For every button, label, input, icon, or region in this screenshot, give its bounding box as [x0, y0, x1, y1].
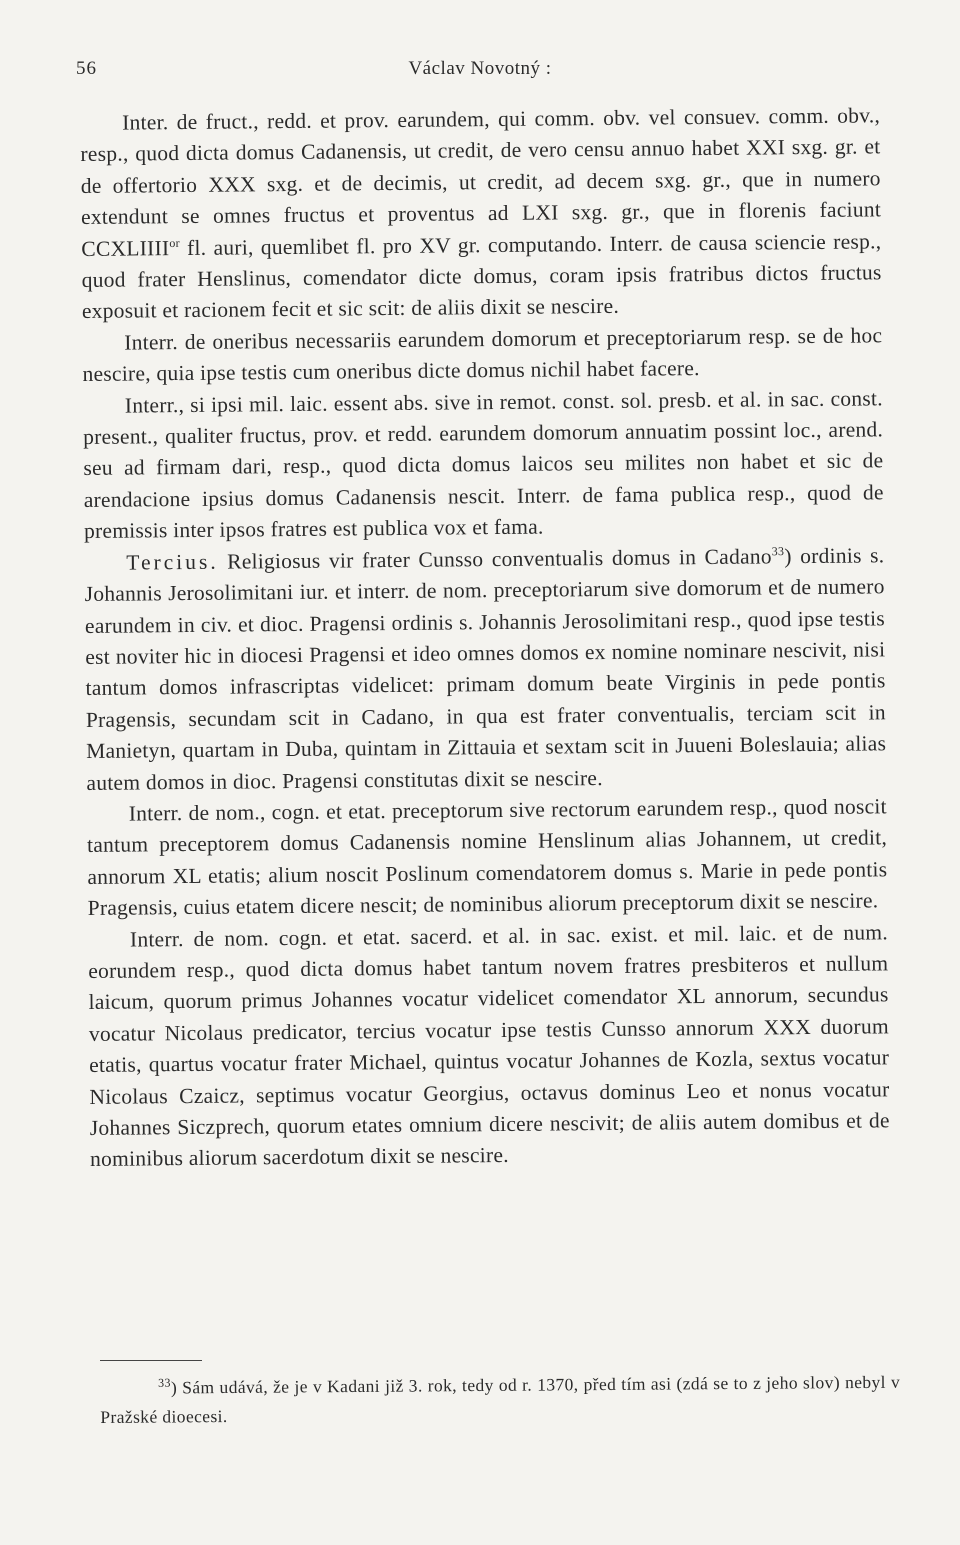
page-number: 56: [76, 58, 97, 79]
superscript: or: [169, 235, 180, 250]
paragraph-text: Religiosus vir frater Cunsso conventualis domus in Cadano: [218, 544, 772, 574]
paragraph-text: Interr. de nom. cogn. et etat. sacerd. et al. in sac. exist. et mil. laic. et de num. eorundem resp., quod dicta domus habet tantum novem fratres presbiteros et nullum laicum, quorum primus Johannes vocatur videlicet comendator XL annorum, secundus vocatur Nicolaus predicator, tercius vocatur ipse testis Cunsso annorum XXX duorum etatis, quartus vocatur frater Michael, quintus vocatur Johannes de Kozla, sextus vocatur Nicolaus Czaicz, septimus vocatur Georgius, octavus dominus Leo et nonus vocatur Johannes Siczprech, quorum etates omnium dicere nescivit; de aliis autem domibus et de nominibus aliorum sacerdotum dixit se nescire.: [88, 919, 890, 1172]
paragraph-text: Interr. de oneribus necessariis earundem domorum et preceptoriarum resp. se de hoc nescire, quia ipse testis cum oneribus dicte domus nichil habet facere.: [82, 323, 883, 387]
paragraph-fructus: [80, 100, 882, 328]
section-heading: Tercius.: [126, 549, 219, 575]
footnote-reference: 33: [771, 543, 785, 558]
paragraph-tercius: [84, 540, 886, 799]
paragraph-text-continued: fl. auri, quemlibet fl. pro XV gr. computando. Interr. de causa sciencie resp., quod frater Henslinus, comendator dicte domus, coram ipsis fratribus dictos fructus exposuit et racionem fecit et sic scit: de aliis dixit se nescire.: [81, 228, 882, 324]
paragraph-text: Interr., si ipsi mil. laic. essent abs. sive in remot. const. sol. presb. et al. in sac. const. present., qualiter fructus, prov. et redd. earundem domorum annuatim possint loc., arend. seu ad firmam dari, resp., quod dicta domus laicos seu milites non habet et sic de arendacione ipsius domus Cadanensis nescit. Interr. de fama publica resp., quod de premissis inter ipsos fratres est publica vox et fama.: [83, 385, 884, 544]
page-header: [0, 58, 960, 88]
paragraph-oneribus: [82, 320, 883, 390]
paragraph-milites: [83, 383, 884, 548]
paragraph-text: Inter. de fruct., redd. et prov. earundem, qui comm. obv. vel consuev. comm. obv., resp., quod dicta domus Cadanensis, ut credit, de vero censu annuo habet XXI sxg. gr. et de offertorio XXX sxg. et de decimis, ut credit, ad decem sxg. gr., que in numero extendunt se omnes fructus et proventus ad LXI sxg. gr., que in florenis faciunt CCXLIIII: [80, 103, 882, 261]
footnote-marker: 33: [158, 1375, 171, 1390]
paragraph-text-continued: ) ordinis s. Johannis Jerosolimitani iur. et interr. de nom. preceptoriarum sive domorum et de numero earundem in civ. et dioc. Pragensi ordinis s. Johannis Jerosolimitani resp., quod ipse testis est noviter hic in diocesi Pragensi et ideo omnes domos ex nomine nominare nescivit, nisi tantum domos infrascriptas videlicet: primam domum beate Virginis in pede pontis Pragensis, secundam scit in Cadano, in qua est frater conventualis, terciam scit in Manietyn, quartam in Duba, quintam in Zittauia et sextam scit in Juueni Boleslauia; alias autem domos in dioc. Pragensi constitutas dixit se nescire.: [84, 542, 887, 795]
running-head: Václav Novotný :: [408, 58, 552, 79]
footnote-divider: [100, 1360, 202, 1361]
paragraph-text: Interr. de nom., cogn. et etat. preceptorum sive rectorum earundem resp., quod noscit tantum preceptorem domus Cadanensis nomine Henslinum alias Johannem, ut credit, annorum XL etatis; alium noscit Poslinum comendatorem domus s. Marie in pede pontis Pragensis, cuius etatem dicere nescit; de nominibus aliorum preceptorum dixit se nescire.: [86, 794, 888, 921]
paragraph-preceptores: [87, 791, 888, 924]
footnote: [100, 1368, 900, 1432]
footnote-paragraph: [100, 1368, 900, 1432]
main-text: [80, 100, 890, 1175]
footnote-text: ) Sám udává, že je v Kadani již 3. rok, tedy od r. 1370, před tím asi (zdá se to z jeho slov) nebyl v Pražské dioecesi.: [100, 1371, 901, 1427]
paragraph-sacerdotes: [88, 917, 890, 1176]
